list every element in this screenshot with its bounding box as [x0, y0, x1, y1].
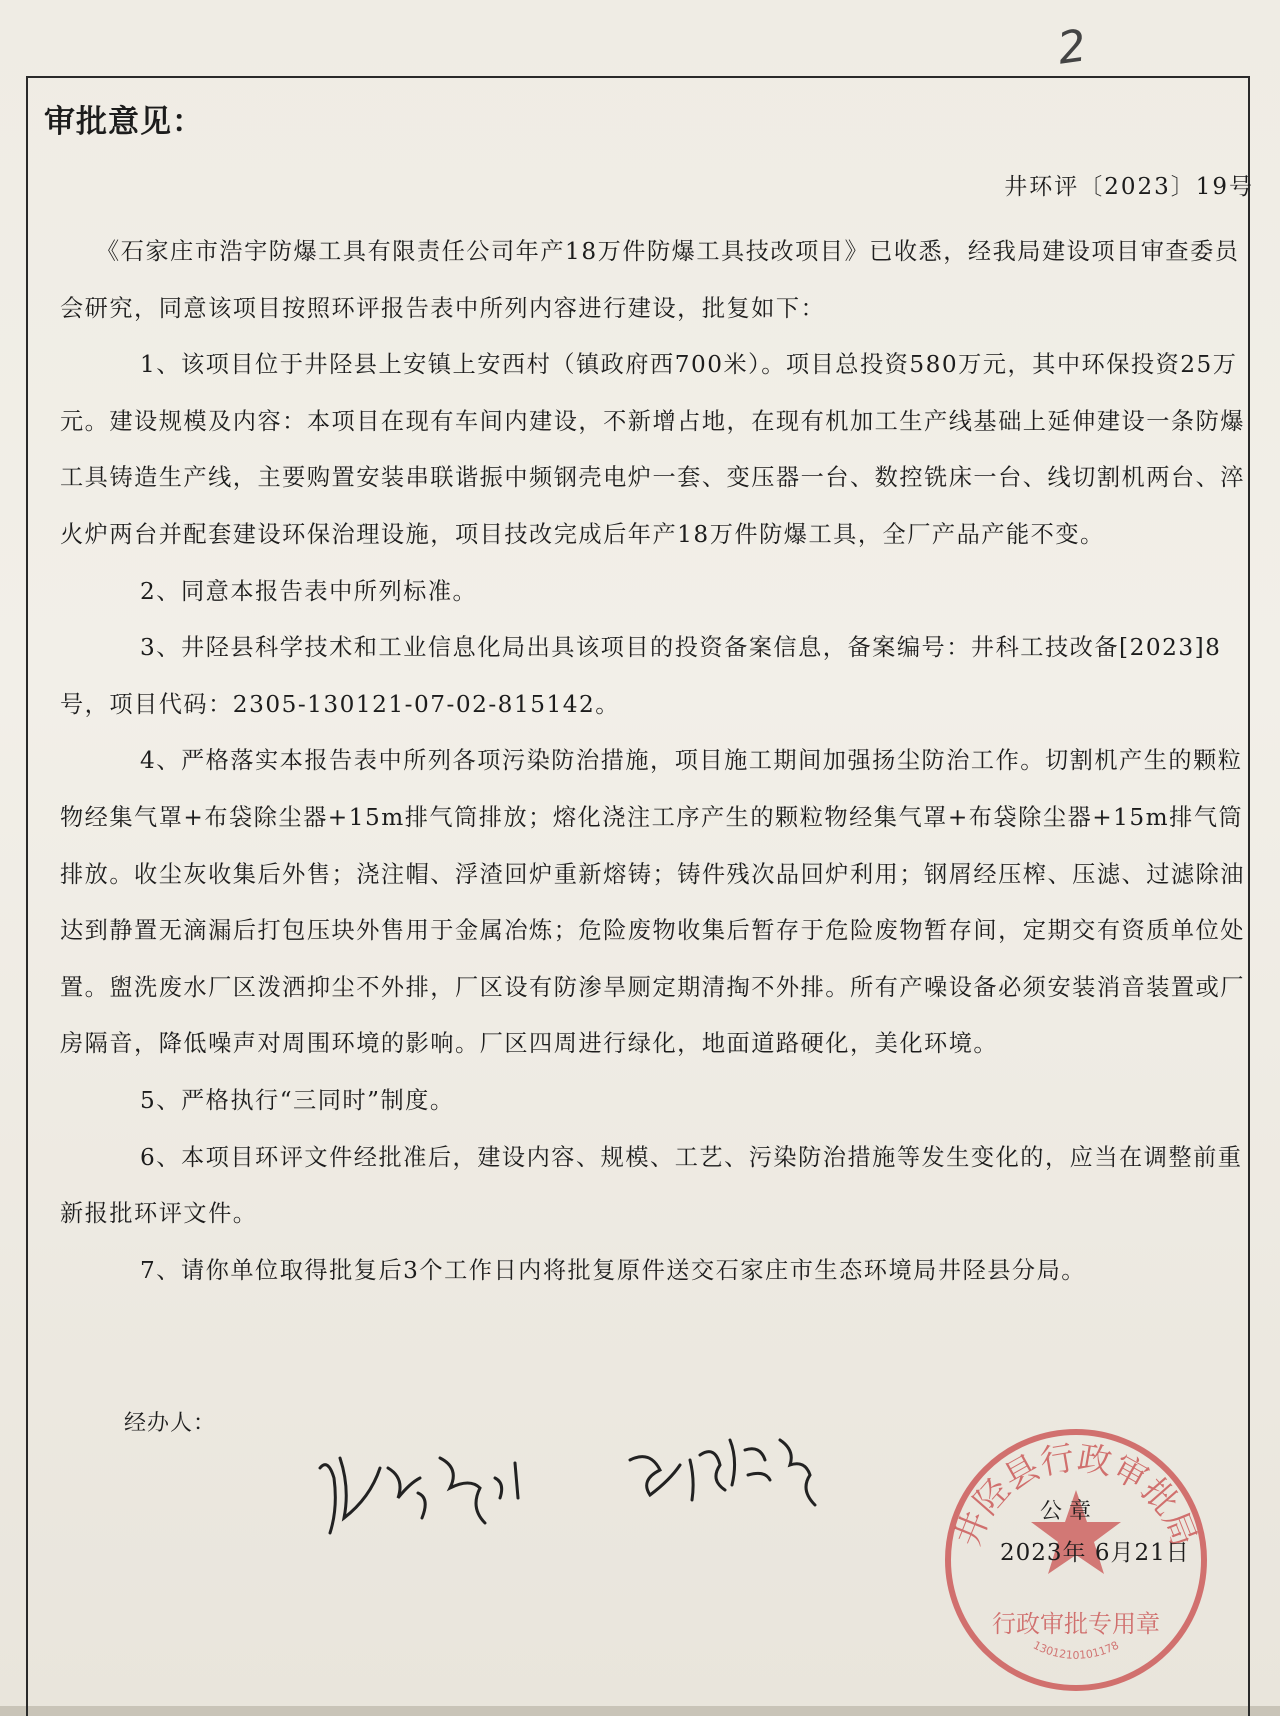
item-2: 2、同意本报告表中所列标准。	[140, 577, 478, 605]
handler-label: 经办人：	[124, 1411, 217, 1436]
item-7: 7、请你单位取得批复后3个工作日内将批复原件送交石家庄市生态环境局井陉县分局。	[140, 1256, 1086, 1284]
handwritten-signature-1	[310, 1438, 540, 1548]
svg-text:1301210101178	[1031, 1639, 1121, 1662]
approval-body	[60, 224, 1254, 1299]
handwritten-signature-2	[620, 1420, 830, 1520]
seal-top-text: 井陉县行政审批局	[947, 1438, 1205, 1553]
seal-bottom-text: 行政审批专用章	[992, 1610, 1160, 1638]
intro-paragraph: 《石家庄市浩宇防爆工具有限责任公司年产18万件防爆工具技改项目》已收悉，经我局建设项目审查委员会研究，同意该项目按照环评报告表中所列内容进行建设，批复如下：	[60, 238, 1240, 322]
section-heading: 审批意见：	[44, 104, 204, 140]
seal-label: 公 章	[1040, 1499, 1091, 1524]
approval-date: 2023年 6月21日	[1000, 1540, 1190, 1566]
document-number: 井环评〔2023〕19号	[1004, 174, 1254, 200]
item-1: 1、该项目位于井陉县上安镇上安西村（镇政府西700米）。项目总投资580万元，其中环保投资25万元。建设规模及内容：本项目在现有车间内建设，不新增占地，在现有机加工生产线基础上延伸建设一条防爆工具铸造生产线，主要购置安装串联谐振中频钢壳电炉一套、变压器一台、数控铣床一台、线切割机两台、淬火炉两台并配套建设环保治理设施，项目技改完成后年产18万件防爆工具，全厂产品产能不变。	[60, 351, 1245, 548]
seal-number: 1301210101178	[1031, 1638, 1121, 1662]
item-3: 3、井陉县科学技术和工业信息化局出具该项目的投资备案信息，备案编号：井科工技改备[2023]8号，项目代码：2305-130121-07-02-815142。	[60, 634, 1222, 718]
item-4: 4、严格落实本报告表中所列各项污染防治措施，项目施工期间加强扬尘防治工作。切割机产生的颗粒物经集气罩+布袋除尘器+15m排气筒排放；熔化浇注工序产生的颗粒物经集气罩+布袋除尘器+15m排气筒排放。收尘灰收集后外售；浇注帽、浮渣回炉重新熔铸；铸件残次品回炉利用；钢屑经压榨、压滤、过滤除油达到静置无滴漏后打包压块外售用于金属冶炼；危险废物收集后暂存于危险废物暂存间，定期交有资质单位处置。盥洗废水厂区泼洒抑尘不外排，厂区设有防渗旱厕定期清掏不外排。所有产噪设备必须安装消音装置或厂房隔音，降低噪声对周围环境的影响。厂区四周进行绿化，地面道路硬化，美化环境。	[60, 747, 1245, 1058]
item-5: 5、严格执行“三同时”制度。	[140, 1086, 455, 1114]
handwritten-corner-mark: 2	[1054, 20, 1090, 75]
item-6: 6、本项目环评文件经批准后，建设内容、规模、工艺、污染防治措施等发生变化的，应当在调整前重新报批环评文件。	[60, 1143, 1243, 1228]
